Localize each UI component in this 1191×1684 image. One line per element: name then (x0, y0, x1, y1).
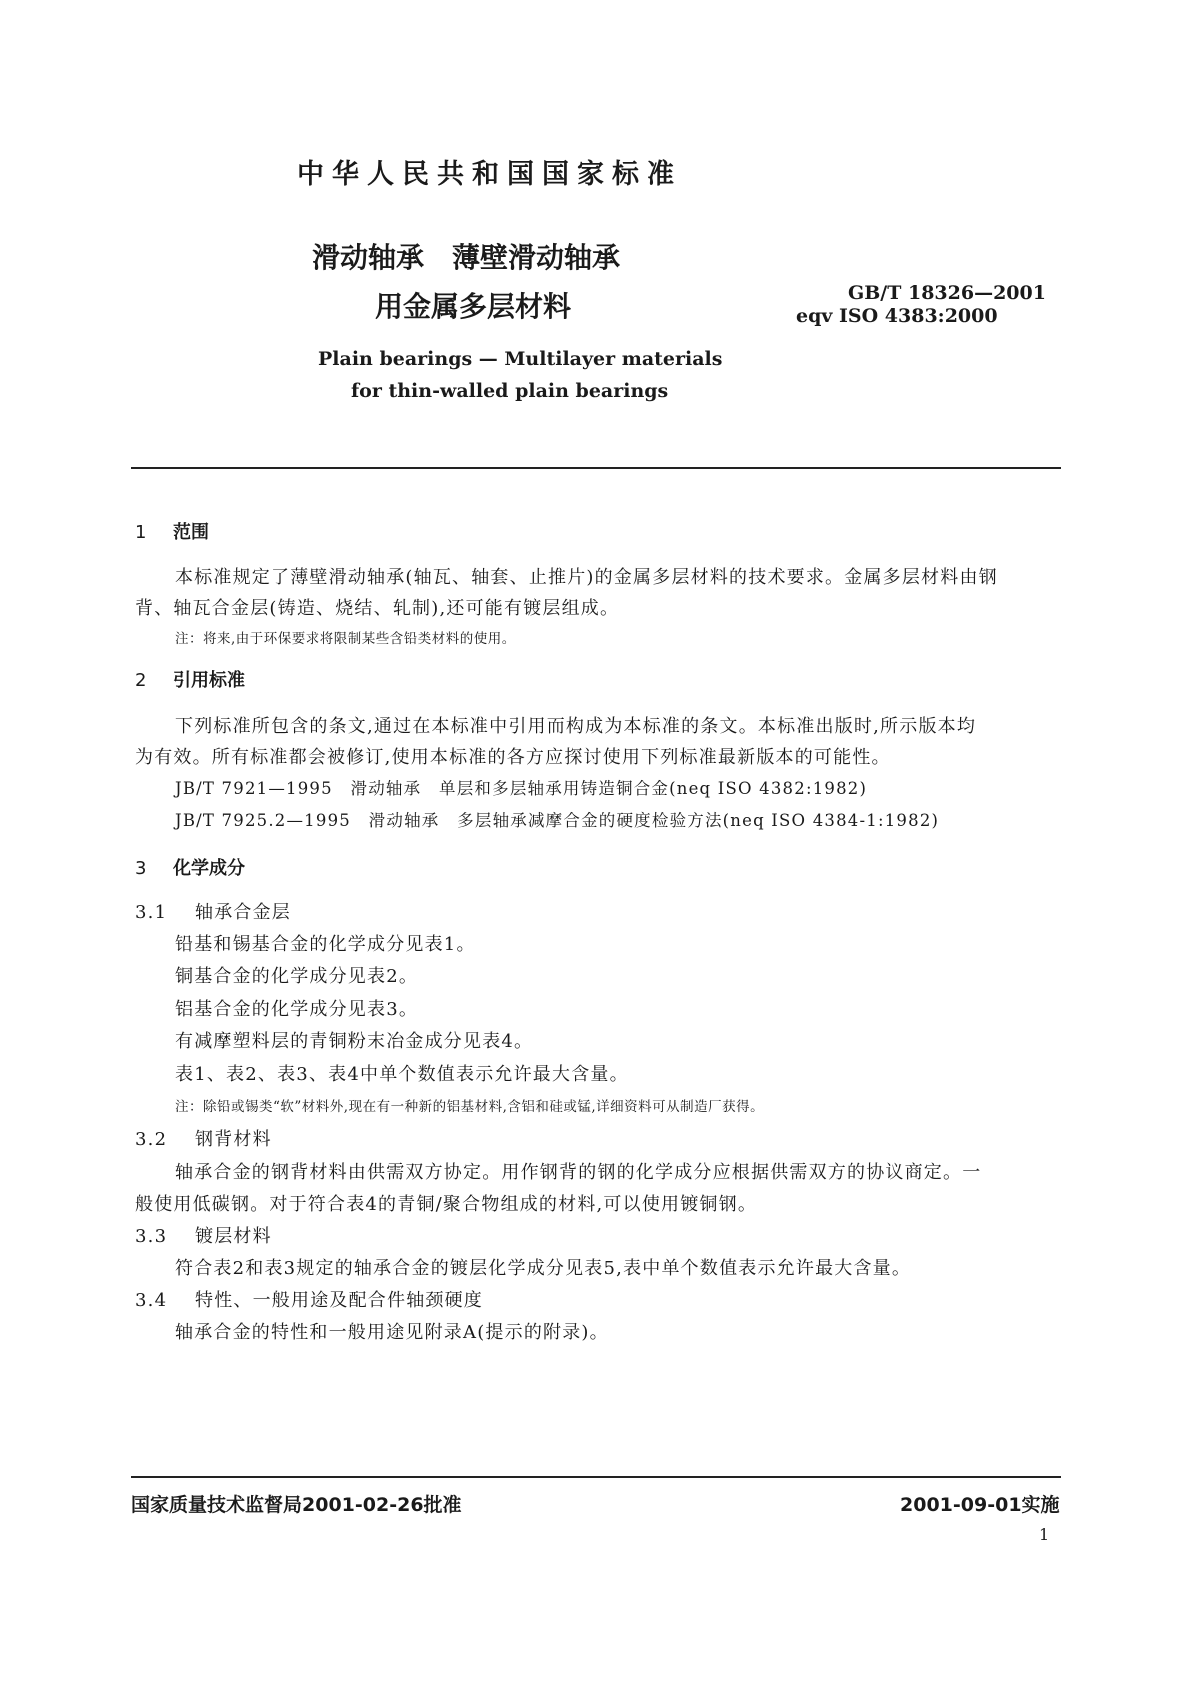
subsection-title: 轴承合金层 (195, 902, 291, 923)
paragraph-line: 下列标准所包含的条文,通过在本标准中引用而构成为本标准的条文。本标准出版时,所示版本均 (175, 716, 977, 737)
chinese-title-line-1: 滑动轴承 薄壁滑动轴承 (312, 241, 621, 274)
implementation-date: 2001-09-01实施 (900, 1494, 1060, 1516)
section-2-heading (135, 666, 245, 692)
footer-divider (131, 1476, 1061, 1478)
section-number: 2 (135, 670, 147, 691)
subsection-3-1-heading (135, 898, 291, 924)
subsection-3-3-heading (135, 1222, 272, 1248)
subsection-3-2-heading (135, 1125, 272, 1151)
section-title: 范围 (173, 522, 209, 543)
paragraph-line: 有减摩塑料层的青铜粉末冶金成分见表4。 (175, 1031, 534, 1052)
paragraph-line: 铜基合金的化学成分见表2。 (175, 966, 419, 987)
paragraph-line: 轴承合金的钢背材料由供需双方协定。用作钢背的钢的化学成分应根据供需双方的协议商定。一 (175, 1162, 982, 1183)
paragraph-line: 铅基和锡基合金的化学成分见表1。 (175, 934, 476, 955)
standard-equivalence: eqv ISO 4383:2000 (796, 305, 998, 327)
paragraph-line: 表1、表2、表3、表4中单个数值表示允许最大含量。 (175, 1064, 629, 1085)
reference-standard: JB/T 7925.2—1995 滑动轴承 多层轴承减摩合金的硬度检验方法(neq ISO 4384-1:1982) (175, 811, 940, 830)
paragraph-line: 背、轴瓦合金层(铸造、烧结、轧制),还可能有镀层组成。 (135, 598, 620, 619)
paragraph-line: 轴承合金的特性和一般用途见附录A(提示的附录)。 (175, 1322, 609, 1343)
subsection-title: 镀层材料 (195, 1226, 272, 1247)
paragraph-line: 本标准规定了薄壁滑动轴承(轴瓦、轴套、止推片)的金属多层材料的技术要求。金属多层材料由钢 (175, 567, 998, 588)
english-title-line-2: for thin-walled plain bearings (351, 380, 669, 402)
section-number: 1 (135, 522, 147, 543)
section-title: 引用标准 (173, 670, 245, 691)
section-1-heading (135, 518, 209, 544)
page-number: 1 (1039, 1525, 1050, 1544)
chinese-title-line-2: 用金属多层材料 (375, 290, 572, 323)
paragraph-line: 般使用低碳钢。对于符合表4的青铜/聚合物组成的材料,可以使用镀铜钢。 (135, 1194, 758, 1215)
standard-number: GB/T 18326—2001 (848, 282, 1046, 304)
header-divider (131, 467, 1061, 469)
section-number: 3 (135, 858, 147, 879)
approval-statement: 国家质量技术监督局2001-02-26批准 (131, 1494, 462, 1516)
subsection-number: 3.3 (135, 1226, 168, 1247)
national-standard-title: 中华人民共和国国家标准 (297, 159, 682, 190)
subsection-number: 3.2 (135, 1129, 168, 1150)
note: 注：除铅或锡类“软”材料外,现在有一种新的铝基材料,含铝和硅或锰,详细资料可从制造厂获得。 (175, 1099, 765, 1115)
paragraph-line: 符合表2和表3规定的轴承合金的镀层化学成分见表5,表中单个数值表示允许最大含量。 (175, 1258, 912, 1279)
subsection-3-4-heading (135, 1286, 483, 1312)
subsection-title: 特性、一般用途及配合件轴颈硬度 (195, 1290, 483, 1311)
reference-standard: JB/T 7921—1995 滑动轴承 单层和多层轴承用铸造铜合金(neq ISO 4382:1982) (175, 779, 868, 798)
english-title-line-1: Plain bearings — Multilayer materials (318, 348, 723, 370)
section-title: 化学成分 (173, 858, 245, 879)
subsection-number: 3.4 (135, 1290, 168, 1311)
subsection-number: 3.1 (135, 902, 168, 923)
note: 注：将来,由于环保要求将限制某些含铅类材料的使用。 (175, 631, 516, 647)
paragraph-line: 铝基合金的化学成分见表3。 (175, 999, 419, 1020)
subsection-title: 钢背材料 (195, 1129, 272, 1150)
paragraph-line: 为有效。所有标准都会被修订,使用本标准的各方应探讨使用下列标准最新版本的可能性。 (135, 747, 891, 768)
section-3-heading (135, 854, 245, 880)
